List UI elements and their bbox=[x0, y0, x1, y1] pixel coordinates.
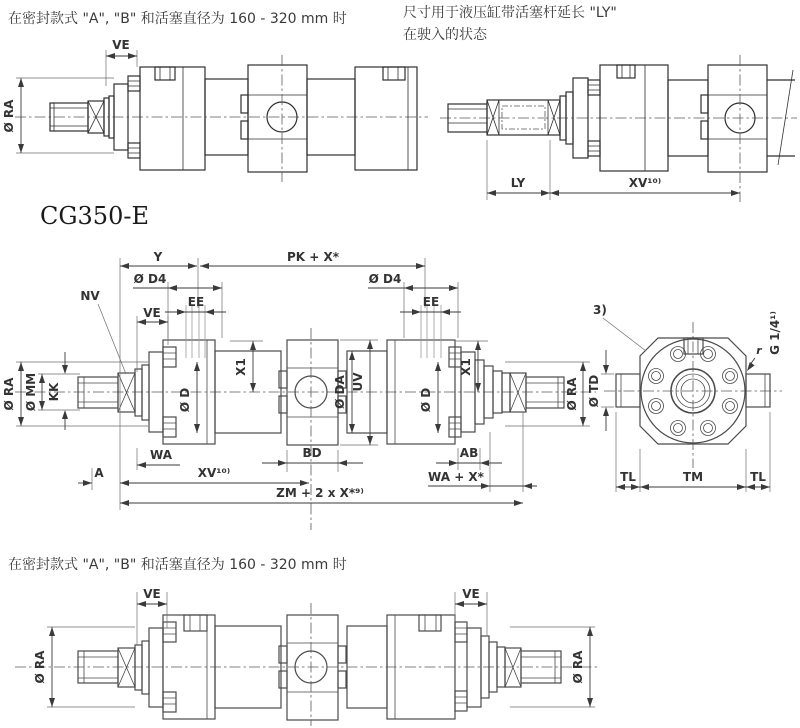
fig-seal-style-top bbox=[2, 38, 428, 182]
dim-d-left: Ø D bbox=[178, 387, 192, 413]
dim-ab: AB bbox=[459, 446, 479, 460]
dim-x1-left: X1 bbox=[234, 358, 248, 376]
dim-ra-right: Ø RA bbox=[565, 377, 579, 411]
caption-seal-note-top: 在密封款式 "A", "B" 和活塞直径为 160 - 320 mm 时 bbox=[8, 11, 347, 27]
model-code-label: CG350-E bbox=[40, 202, 149, 230]
dim-da: Ø DA bbox=[333, 375, 347, 409]
dim-ee-right: EE bbox=[422, 295, 440, 309]
dim-bd: BD bbox=[302, 446, 322, 460]
dim-d-right: Ø D bbox=[419, 387, 433, 413]
dim-x1-right: X1 bbox=[459, 358, 473, 376]
fig-seal-style-bottom bbox=[15, 587, 600, 726]
dim-ve-bottom-left: VE bbox=[143, 587, 161, 601]
dim-mm: Ø MM bbox=[24, 372, 38, 412]
dim-wa-x: WA + X* bbox=[428, 470, 484, 484]
dim-a: A bbox=[94, 466, 104, 480]
caption-seal-note-bottom: 在密封款式 "A", "B" 和活塞直径为 160 - 320 mm 时 bbox=[8, 557, 347, 573]
dim-tl-left: TL bbox=[620, 470, 636, 484]
dim-ra-bottom-right: Ø RA bbox=[571, 650, 585, 684]
footnote-3: 3) bbox=[593, 303, 607, 317]
dim-ly: LY bbox=[510, 176, 526, 190]
dim-ve-bottom-right: VE bbox=[462, 587, 480, 601]
fig-main-dimensions bbox=[2, 250, 596, 530]
dim-td: Ø TD bbox=[587, 374, 601, 408]
dim-d4-left: Ø D4 bbox=[133, 272, 167, 286]
dim-ve-top-fig1: VE bbox=[112, 38, 130, 52]
dim-ee-left: EE bbox=[187, 295, 205, 309]
dim-ra-fig1: Ø RA bbox=[2, 99, 16, 133]
dim-uv: UV bbox=[351, 372, 365, 392]
dim-d4-right: Ø D4 bbox=[368, 272, 402, 286]
dim-ve-main: VE bbox=[143, 306, 161, 320]
dim-g14-port: G 1/4¹⁾ bbox=[768, 311, 782, 355]
caption-rod-extension-line2: 在驶入的状态 bbox=[403, 27, 487, 43]
dim-y: Y bbox=[153, 250, 163, 264]
dim-tl-right: TL bbox=[750, 470, 766, 484]
dim-pk-x: PK + X* bbox=[286, 250, 340, 264]
fig-rod-extension-ly bbox=[440, 55, 797, 202]
caption-rod-extension-line1: 尺寸用于液压缸带活塞杆延长 "LY" bbox=[403, 5, 617, 21]
label-r-radius: r bbox=[756, 344, 762, 357]
dim-xv-fig2: XV¹⁰⁾ bbox=[628, 176, 662, 190]
label-nv: NV bbox=[80, 289, 100, 303]
dim-xv-main: XV¹⁰⁾ bbox=[197, 466, 231, 480]
dim-tm: TM bbox=[682, 470, 704, 484]
dim-ra-bottom-left: Ø RA bbox=[33, 650, 47, 684]
dim-kk: KK bbox=[47, 382, 61, 402]
dim-ra-left: Ø RA bbox=[2, 377, 16, 411]
fig-end-view bbox=[587, 303, 782, 492]
dim-wa: WA bbox=[150, 448, 172, 462]
dim-zm: ZM + 2 x X*⁹⁾ bbox=[276, 486, 364, 500]
